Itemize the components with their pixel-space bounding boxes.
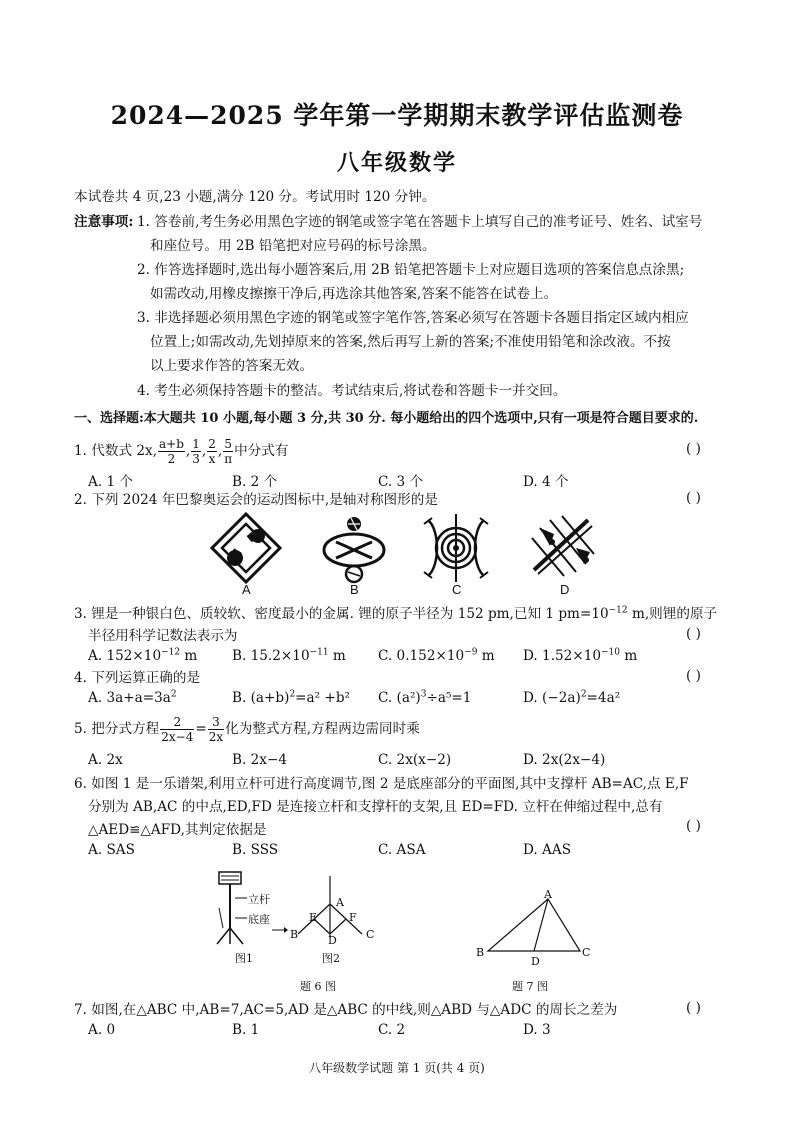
page-footer: 八年级数学试题 第 1 页(共 4 页) <box>309 1061 485 1075</box>
figure-label: B <box>350 582 359 597</box>
notes-label: 注意事项: <box>74 214 134 230</box>
answer-paren: ( ) <box>686 490 701 506</box>
point-label-D: D <box>531 955 540 968</box>
note-line: 和座位号。用 2B 铅笔把对应号码的标号涂黑。 <box>150 238 436 254</box>
question-4-stem: 4. 下列运算正确的是 <box>74 670 201 686</box>
option: A. 1 个 <box>88 474 134 490</box>
question-6-stem-cont: △AED≌△AFD,其判定依据是 <box>88 822 267 838</box>
point-label-A: A <box>336 896 344 909</box>
point-label-C: C <box>582 946 591 959</box>
question-6-stem: 6. 如图 1 是一乐谱架,利用立杆可进行高度调节,图 2 是底座部分的平面图,其中支撑杆 AB=AC,点 E,F <box>74 776 689 792</box>
option: C. $(a^2)^3\div a^5=1$ <box>378 689 472 706</box>
label-fig2: 图2 <box>322 952 340 965</box>
note-line: 1. 答卷前,考生务必用黑色字迹的钢笔或签字笔在答题卡上填写自己的准考证号、姓名、试室号 <box>137 214 703 230</box>
note-line: 2. 作答选择题时,选出每小题答案后,用 2B 铅笔把答题卡上对应题目选项的答案信息点涂黑; <box>137 262 685 278</box>
answer-paren: ( ) <box>686 1000 701 1016</box>
point-label-F: F <box>349 911 357 924</box>
option: C. 2 <box>378 1022 406 1038</box>
point-label-D: D <box>328 934 337 947</box>
option: B. 2 个 <box>232 474 278 490</box>
question-2-stem: 2. 下列 2024 年巴黎奥运会的运动图标中,是轴对称图形的是 <box>74 492 438 508</box>
answer-paren: ( ) <box>686 668 701 684</box>
answer-paren: ( ) <box>686 441 701 457</box>
option: C. 2x(x−2) <box>378 752 452 768</box>
question-3-stem: 3. 锂是一种银白色、质较软、密度最小的金属. 锂的原子半径为 152 pm,已知 1 $pm=10^{-12}$ m,则锂的原子 <box>74 605 718 622</box>
option: D. $(-2a)^2=4a^2$ <box>523 689 621 706</box>
olympic-shooting-icon <box>420 512 492 584</box>
figure-label: C <box>452 582 462 597</box>
option: A. 0 <box>88 1022 116 1038</box>
exam-title: 2024—2025 学年第一学期期末教学评估监测卷 <box>110 101 684 130</box>
option: D. $1.52\times 10^{-10}$ m <box>523 647 638 664</box>
point-label-A: A <box>544 888 552 901</box>
olympic-basketball-icon <box>318 512 390 584</box>
label-pole: 立杆 <box>248 893 270 906</box>
label-base: 底座 <box>248 913 270 926</box>
arrow-right-icon <box>272 926 288 934</box>
option: A. SAS <box>88 842 135 858</box>
question-5-stem: 5. 把分式方程 $\frac{2}{2x-4}$ = $\frac{3}{2x}$ 化为整式方程,方程两边需同时乘 <box>74 715 420 744</box>
triangle-abc-figure <box>480 895 590 955</box>
answer-paren: ( ) <box>686 818 701 834</box>
option: C. $0.152\times 10^{-9}$ m <box>378 647 495 664</box>
option: C. ASA <box>378 842 426 858</box>
exam-subtitle: 八年级数学 <box>336 150 457 176</box>
option: B. $15.2\times 10^{-11}$ m <box>232 647 346 664</box>
note-line: 以上要求作答的答案无效。 <box>150 358 314 374</box>
figure-label: A <box>242 582 251 597</box>
option: B. 2x−4 <box>232 752 287 768</box>
point-label-E: E <box>309 911 318 924</box>
point-label-B: B <box>476 946 485 959</box>
music-stand-figure <box>205 868 285 948</box>
point-label-C: C <box>366 928 375 941</box>
option: A. $3a+a=3a^2$ <box>88 689 177 706</box>
note-line: 4. 考生必须保持答题卡的整洁。考试结束后,将试卷和答题卡一并交回。 <box>137 383 567 399</box>
question-6-stem-cont: 分别为 AB,AC 的中点,ED,FD 是连接立杆和支撑杆的支架,且 ED=FD. 立杆在伸缩过程中,总有 <box>88 799 663 815</box>
option: D. 2x(2x−4) <box>523 752 606 768</box>
option: A. $152\times 10^{-12}$ m <box>88 647 198 664</box>
note-line: 位置上;如需改动,先划掉原来的答案,然后再写上新的答案;不准使用铅笔和涂改液。不按 <box>150 334 671 350</box>
label-fig1: 图1 <box>235 952 253 965</box>
option: A. 2x <box>88 752 123 768</box>
option: D. 3 <box>523 1022 551 1038</box>
exam-intro: 本试卷共 4 页,23 小题,满分 120 分。考试用时 120 分钟。 <box>74 189 436 205</box>
figure-label: D <box>560 582 570 597</box>
olympic-badminton-icon <box>528 512 600 584</box>
option: B. 1 <box>232 1022 260 1038</box>
question-7-stem: 7. 如图,在△ABC 中,AB=7,AC=5,AD 是△ABC 的中线,则△ABD 与△ADC 的周长之差为 <box>74 1002 618 1018</box>
option: D. 4 个 <box>523 474 569 490</box>
answer-paren: ( ) <box>686 626 701 642</box>
olympic-boxing-icon <box>210 512 282 584</box>
option: C. 3 个 <box>378 474 424 490</box>
question-1-stem: 1. 代数式 2x, $\frac{a+b}{2}$ , $\frac{1}{3}$ , $\frac{2}{x}$ , $\frac{5}{\pi}$ 中分式有 <box>74 437 289 466</box>
note-line: 如需改动,用橡皮擦擦干净后,再选涂其他答案,答案不能答在试卷上。 <box>150 286 558 302</box>
point-label-B: B <box>290 928 299 941</box>
option: B. SSS <box>232 842 279 858</box>
section-heading: 一、选择题:本大题共 10 小题,每小题 3 分,共 30 分. 每小题给出的四个选项中,只有一项是符合题目要求的. <box>74 411 699 426</box>
option: D. AAS <box>523 842 572 858</box>
option: B. $(a+b)^2=a^2 +b^2$ <box>232 689 350 706</box>
caption-fig6: 题 6 图 <box>300 980 336 993</box>
note-line: 3. 非选择题必须用黑色字迹的钢笔或签字笔作答,答案必须写在答题卡各题目指定区域内相应 <box>137 310 689 326</box>
question-3-stem-cont: 半径用科学记数法表示为 <box>88 628 238 644</box>
caption-fig7: 题 7 图 <box>512 980 548 993</box>
